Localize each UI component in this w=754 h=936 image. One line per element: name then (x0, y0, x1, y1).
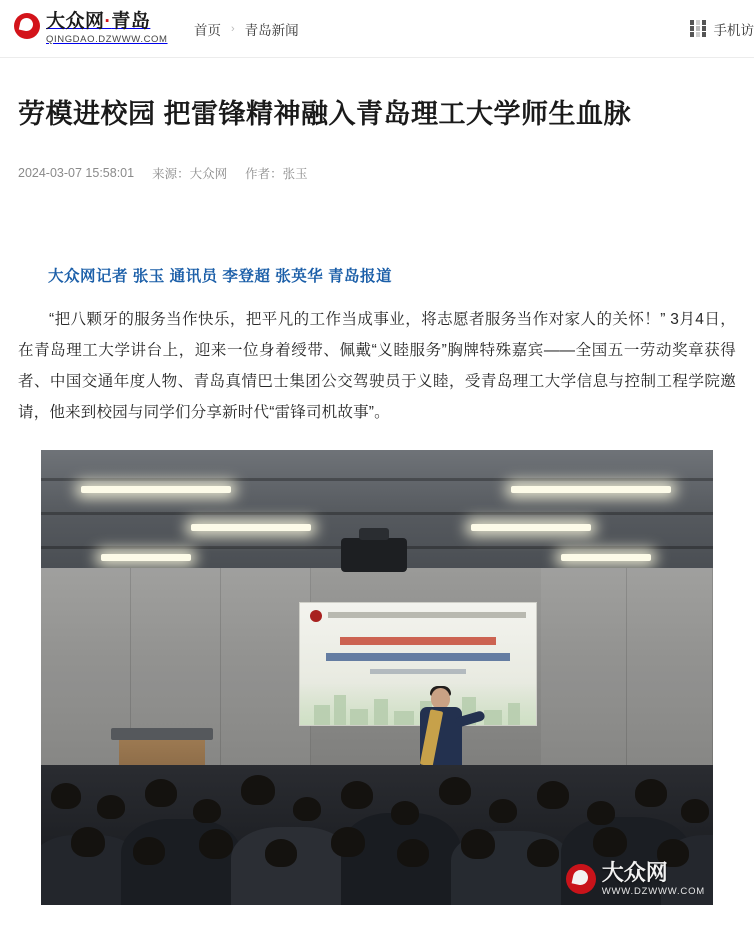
publish-datetime: 2024-03-07 15:58:01 (18, 166, 135, 181)
qr-code-icon (690, 20, 707, 37)
photo-watermark (566, 861, 705, 897)
article-source: 来源：大众网 (152, 167, 228, 182)
page-title: 劳模进校园 把雷锋精神融入青岛理工大学师生血脉 (18, 99, 632, 129)
dazhong-logo-icon (14, 13, 40, 39)
article-container (0, 96, 754, 905)
article-author: 作者：张玉 (245, 167, 308, 182)
breadcrumb-item-qingdao-news[interactable]: 青岛新闻 (244, 22, 299, 38)
logo-en-text: QINGDAO.DZWWW.COM (46, 33, 168, 45)
mobile-access-label: 手机访 (713, 22, 754, 38)
watermark-logo-icon (566, 864, 596, 894)
watermark-cn-text: 大众网 (601, 860, 668, 886)
chevron-right-icon: › (231, 22, 235, 35)
logo-cn-text: 大众网·青岛 (46, 11, 151, 33)
mobile-access-block[interactable] (690, 19, 754, 39)
article-meta (18, 164, 736, 194)
breadcrumb (194, 19, 299, 39)
breadcrumb-item-home[interactable]: 首页 (194, 22, 221, 38)
article-paragraph-1: “把八颗牙的服务当作快乐，把平凡的工作当成事业，将志愿者服务当作对家人的关怀！” 3月4日，在青岛理工大学讲台上，迎来一位身着绶带、佩戴“义睦服务”胸牌特殊嘉宾——全国五一劳动奖章获得者、中国交通年度人物、青岛真情巴士集团公交驾驶员于义睦，受青岛理工大学信息与控制工程学院邀请，他来到校园与同学们分享新时代“雷锋司机故事”。 (18, 311, 736, 422)
photo-projector (341, 538, 407, 572)
site-logo[interactable] (14, 11, 168, 45)
watermark-en-text: WWW.DZWWW.COM (601, 886, 705, 898)
logo-separator: · (104, 11, 112, 33)
site-header (0, 0, 754, 58)
article-photo (41, 450, 713, 905)
logo-text (46, 12, 168, 45)
article-byline: 大众网记者 张玉 通讯员 李登超 张英华 青岛报道 (48, 268, 393, 286)
